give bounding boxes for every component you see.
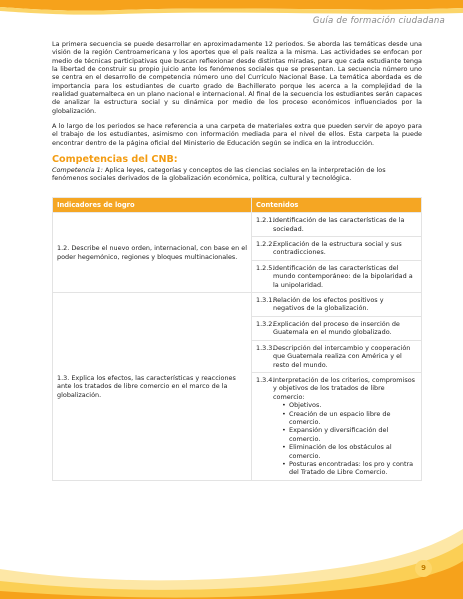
list-item: • Creación de un espacio libre de comercio. <box>282 410 417 427</box>
indicator-text: 1.2. Describe el nuevo orden, internacional, con base en el poder hegemónico, regiones y bloques multinacionales. <box>57 244 247 261</box>
page-number: 9 <box>415 560 432 577</box>
section-heading: Competencias del CNB: <box>52 154 178 166</box>
header-band <box>0 0 463 30</box>
indicators-table <box>52 197 422 481</box>
table-row <box>53 293 422 317</box>
content-code: 1.2.5. <box>256 263 275 272</box>
list-item: • Posturas encontradas: los pro y contra del Tratado de Libre Comercio. <box>282 460 417 477</box>
content-text: Identificación de las características de la sociedad. <box>273 216 405 233</box>
content-text: Explicación del proceso de inserción de Guatemala en el mundo globalizado. <box>273 319 400 337</box>
competency-body: Aplica leyes, categorías y conceptos de las ciencias sociales en la interpretación de los fenómenos sociales derivados de la globalización económica, política, cultural y tecnológica. <box>52 166 386 183</box>
table-header-row <box>53 197 422 212</box>
content-item <box>252 213 422 237</box>
indicator-text: 1.3. Explica los efectos, las características y reacciones ante los tratados de libre comercio en el marco de la globalización. <box>57 373 236 399</box>
indicator-1-3 <box>53 293 252 481</box>
list-item: • Expansión y diversificación del comercio. <box>282 426 417 443</box>
header-indicators: Indicadores de logro <box>53 197 252 212</box>
paragraph-materials: A lo largo de los periodos se hace referencia a una carpeta de materiales extra que pueden servir de apoyo para el trabajo de los estudiantes, asimismo con información mediada para el nivel de ellos. Esta carpeta la puede encontrar dentro de la página oficial del Ministerio de Educación según se indica en la introducción. <box>52 122 422 147</box>
competency-text <box>52 166 422 183</box>
content-item <box>252 340 422 372</box>
header-title: Guía de formación ciudadana <box>312 16 445 26</box>
bullet-list <box>256 401 417 477</box>
paragraph-intro: La primera secuencia se puede desarrollar en aproximadamente 12 periodos. Se aborda las temáticas desde una visión de la región Centroamericana y los aportes que el país realiza a la misma. Las actividades se enfocan por medio de técnicas participativas que buscan reflexionar desde distintas miradas, para que cada estudiante tenga la libertad de construir su propio juicio ante los fenómenos sociales que se presentan. La secuencia número uno se centra en el desarrollo de competencia número uno del Currículo Nacional Base. La temática abordada es de importancia para los estudiantes de cuarto grado de Bachillerato porque les acerca a la complejidad de la realidad guatemalteca en un plano nacional e internacional. Al final de la secuencia los estudiantes serán capaces de analizar la estructura social y su dinámica por medio de los proceso económicos influenciados por la globalización. <box>52 40 422 115</box>
content-code: 1.3.3. <box>256 343 275 352</box>
content-text: Identificación de las características del mundo contemporáneo: de la bipolaridad a la unipolaridad. <box>273 263 413 289</box>
content-code: 1.3.1. <box>256 296 275 305</box>
content-code: 1.2.1. <box>256 216 275 225</box>
content-item <box>252 316 422 340</box>
footer-wave-decoration <box>0 529 463 599</box>
content-code: 1.3.4. <box>256 375 275 384</box>
competency-label: Competencia 1: <box>52 166 103 175</box>
table-row <box>53 213 422 237</box>
content-text: Descripción del intercambio y cooperación que Guatemala realiza con América y el resto del mundo. <box>273 343 411 369</box>
content-item <box>252 293 422 317</box>
content-text: Relación de los efectos positivos y negativos de la globalización. <box>273 296 384 313</box>
list-item: • Objetivos. <box>282 401 417 409</box>
content-text: Explicación de la estructura social y sus contradicciones. <box>273 240 402 257</box>
content-code: 1.3.2. <box>256 319 275 328</box>
page-content <box>52 40 422 481</box>
content-item <box>252 372 422 480</box>
content-code: 1.2.2. <box>256 240 275 249</box>
indicator-1-2 <box>53 213 252 293</box>
content-text: Interpretación de los criterios, compromisos y objetivos de los tratados de libre comercio: <box>273 375 416 401</box>
list-item: • Eliminación de los obstáculos al comercio. <box>282 443 417 460</box>
header-contents: Contenidos <box>252 197 422 212</box>
content-item <box>252 237 422 261</box>
content-item <box>252 260 422 292</box>
